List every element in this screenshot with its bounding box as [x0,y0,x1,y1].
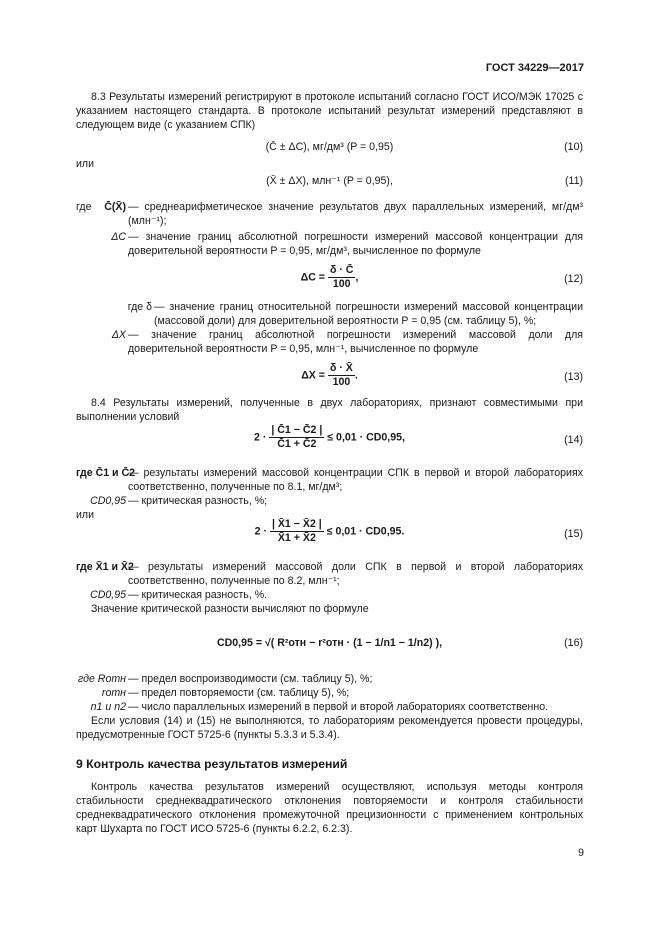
equation-16-expr [76,636,583,650]
equation-13-body [76,362,583,389]
section-9-title: 9 Контроль качества результатов измерений [76,757,348,771]
cd-label-1: CD0,95 [90,495,126,507]
equation-15-body [76,518,583,545]
equation-15-lhs: 2 · [254,525,267,538]
n-text: — число параллельных измерений в первой и второй лабораториях соответственно. [128,701,549,713]
equation-13-tail: . [354,369,358,382]
equation-12-denominator: 100 [332,278,351,290]
def-cx-label: C̄(X̄) [104,201,126,213]
equation-15-number: (15) [564,528,583,540]
cd-text-1: — критическая разность, %; [128,495,268,507]
def-dc-label: ΔC [111,231,126,243]
r-label: где Rотн [78,673,126,685]
equation-13-number: (13) [564,371,583,383]
rr-text: — предел повторяемости (см. таблицу 5), %; [128,687,350,699]
def-dx-text: — значение границ абсолютной погрешности измерений массовой доли для доверительной вероятности P = 0,95, млн⁻¹, вычисленное по формуле [128,329,583,355]
equation-14-rhs: ≤ 0,01 · CD0,95, [327,431,405,444]
rr-label: rотн [101,687,126,699]
equation-11-number: (11) [564,175,583,187]
equation-12-lhs: ΔC = [300,271,325,284]
equation-12-numerator: δ · C̄ [329,264,354,276]
equation-15-rhs: ≤ 0,01 · CD0,95. [326,525,405,538]
page-number: 9 [578,847,584,859]
or-word-2: или [76,509,95,521]
document-header: ГОСТ 34229—2017 [485,62,584,74]
equation-14-lhs: 2 · [254,431,267,444]
equation-12-tail: , [355,271,359,284]
equation-13-lhs: ΔX = [301,369,325,382]
equation-10-number: (10) [564,141,583,153]
equation-14-fraction [269,424,324,451]
equation-13-numerator: δ · X̄ [329,362,353,374]
x12-label: где X̄1 и X̄2 [76,561,134,573]
c12-label: где C̄1 и C̄2 [76,467,136,479]
paragraph-if: Если условия (14) и (15) не выполняются, то лабораториям рекомендуется провести процедуры, предусмотренные ГОСТ 5725-6 (пункты 5.3.3 и 5.3.4). [76,715,583,741]
equation-12 [76,264,583,294]
c12-text: — результаты измерений массовой концентрации СПК в первой и второй лабораториях соответственно, полученные по 8.1, мг/дм³; [128,467,583,493]
equation-11-expr: (X̄ ± ΔX), млн⁻¹ (P = 0,95), [266,175,393,187]
equation-10-expr: (C̄ ± ΔC), мг/дм³ (P = 0,95) [265,141,394,153]
def-dx-label: ΔX [111,329,126,341]
equation-13-fraction [328,362,355,389]
cd-label-2: CD0,95 [90,589,126,601]
delta-label: где δ [127,301,152,313]
equation-14 [76,424,583,456]
equation-12-fraction [328,264,359,291]
n-label: n1 и n2 [90,701,126,713]
equation-14-body [76,424,583,451]
equation-16-number: (16) [564,637,583,649]
where-word-1: где [76,201,92,213]
paragraph-8-4: 8.4 Результаты измерений, полученные в двух лабораториях, признают совместимыми при выполнении условий [76,397,583,423]
def-cx-text: — среднеарифметическое значение результатов двух параллельных измерений, мг/дм³ (млн⁻¹); [128,201,583,227]
equation-14-denominator: C̄1 + C̄2 [277,438,317,450]
paragraph-8-3: 8.3 Результаты измерений регистрируют в протоколе испытаний согласно ГОСТ ИСО/МЭК 17025 с указанием настоящего стандарта. В протоколе испытаний результат измерений представляют в следующем виде (с указанием СПК) [76,91,583,131]
equation-16 [76,628,583,662]
cd-text-2: — критическая разность, %. [128,589,268,601]
equation-14-numerator: | C̄1 − C̄2 | [271,424,323,436]
crit-intro: Значение критической разности вычисляют по формуле [91,603,369,615]
delta-text: — значение границ относительной погрешности измерений массовой концентрации (массовой доли) для доверительной вероятности P = 0,95 (см. таблицу 5), %; [154,301,583,327]
section-9-text: Контроль качества результатов измерений осуществляют, используя методы контроля стабильности среднеквадратического отклонения повторяемости и контроля стабильности среднеквадратического отклонения промежуточной прецизионности с применением контрольных карт Шухарта по ГОСТ ИСО 5725-6 (пункты 6.2.2, 6.2.3). [76,781,583,835]
equation-10 [76,140,583,158]
equation-15-denominator: X̄1 + X̄2 [277,532,316,544]
equation-12-body [76,264,583,291]
def-dc-text: — значение границ абсолютной погрешности измерений массовой концентрации для доверительной вероятности P = 0,95, мг/дм³, вычисленное по формуле [128,231,583,257]
equation-15 [76,518,583,550]
equation-15-fraction [270,518,324,545]
equation-12-number: (12) [564,273,583,285]
equation-11 [76,174,583,192]
equation-14-number: (14) [564,434,583,446]
x12-text: — результаты измерений массовой доли СПК в первой и второй лабораториях соответственно, полученные по 8.2, млн⁻¹; [128,561,583,587]
equation-15-numerator: | X̄1 − X̄2 | [271,518,322,530]
equation-13 [76,362,583,392]
r-text: — предел воспроизводимости (см. таблицу 5), %; [128,673,373,685]
equation-16-formula: CD0,95 = √( R²отн − r²отн · (1 − 1/n1 − 1/n2) ), [216,637,443,650]
or-word-1: или [76,158,95,170]
equation-13-denominator: 100 [332,376,351,388]
